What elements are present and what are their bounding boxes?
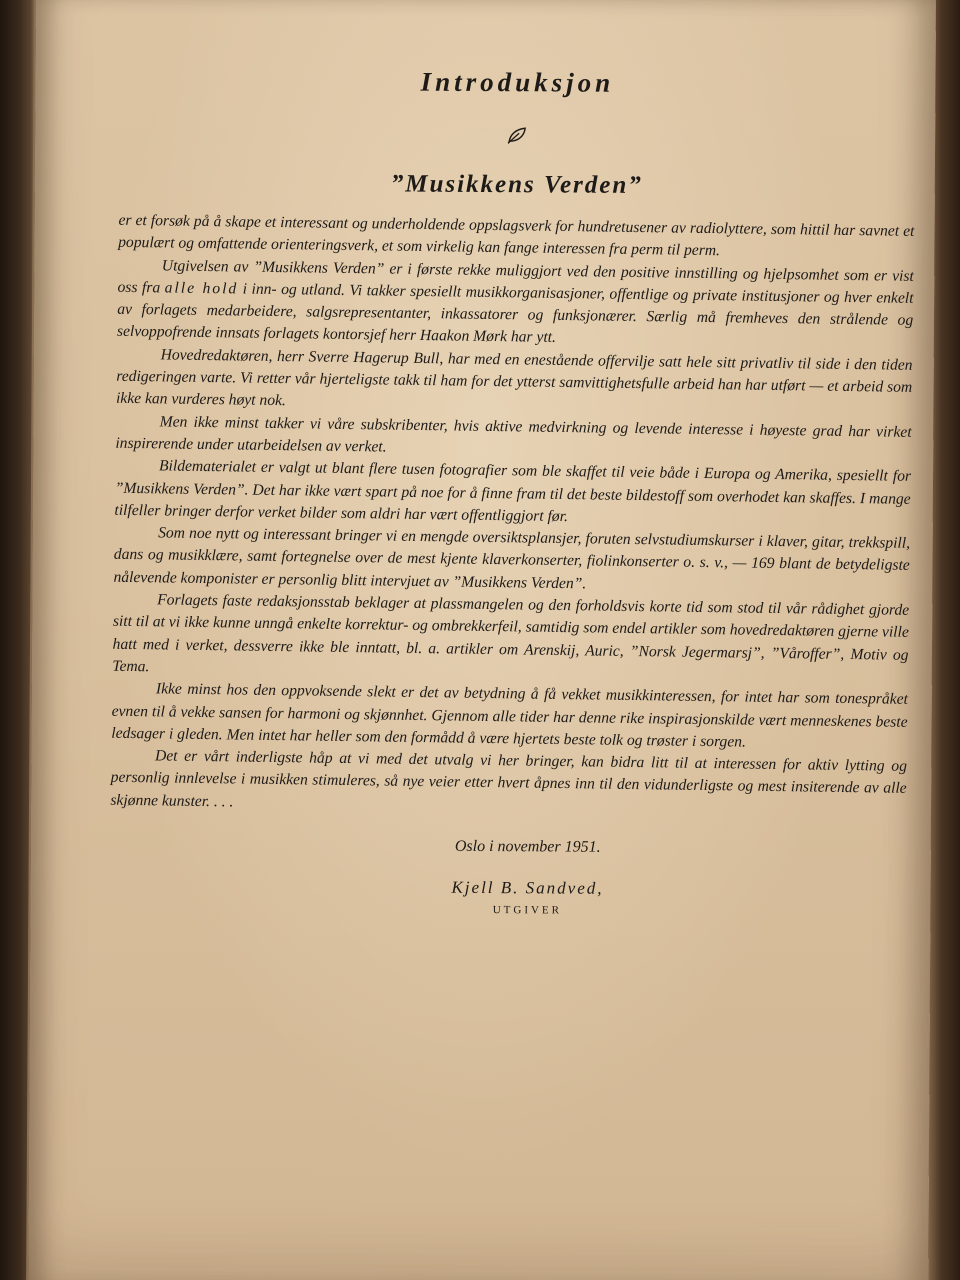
leaf-icon — [507, 126, 527, 144]
paragraph-9: Det er vårt inderligste håp at vi med det utvalg vi her bringer, kan bidra litt til at interessen for aktiv lytting og personlig innlevelse i musikken stimuleres, så nye veier etter hvert åpnes inn til den vidunderligste og mest insiterende av alle skjønne kunster. . . . — [110, 747, 908, 811]
paragraph-3: Hovedredaktøren, herr Sverre Hagerup Bull, har med en enestående offervilje satt hele sitt privatliv til side i den tiden redigeringen varte. Vi retter vår hjerteligste takk til ham for det ytterst samvittighetsfulle arbeid han har utført — et arbeid som ikke kan vurderes høyt nok. — [115, 346, 913, 410]
paragraph-6: Som noe nytt og interessant bringer vi en mengde oversiktsplansjer, foruten selvstudiumskurser i klaver, gitar, trekkspill, dans og musikklære, samt fortegnelse over de mest kjente klaverkonserter, fiolinkonserter o. s. v., — 169 blant de betydeligste nålevende komponister er personlig blitt intervjuet av ”Musikkens Verden”. — [113, 524, 911, 593]
signature-role: UTGIVER — [492, 904, 563, 917]
paragraph-7: Forlagets faste redaksjonsstab beklager at plassmangelen og den forholdsvis korte tid som stod til vår rådighet gjorde sitt til at vi ikke kunne unngå enkelte korrektur- og ombrekkerfeil, samtidig som endel artikler som hovedredaktøren gjerne ville hatt med i verket, dessverre ikke ble inntatt, bl. a. artikler om Arenskij, Auric, ”Norsk Jegermarsj”, ”Våroffer”, Motiv og Tema. — [112, 591, 910, 676]
paragraph-2 — [117, 254, 914, 354]
book-page — [26, 0, 936, 1280]
paragraph-2-end: i inn- og utland. Vi takker spesiellt musikkorganisasjoner, offentlige og private institusjoner og hver enkelt av forlagets medarbeidere, salgsrepresentanter, inkassatorer og funksjonærer. Særlig må fremheves den strålende og selvoppofrende innsats forlagets kontorsjef herr Haakon Mørk har ytt. — [116, 280, 914, 347]
page-content — [110, 58, 915, 919]
paragraph-2-start: Utgivelsen av ”Musikkens Verden” er i første rekke muliggjort ved den positive innstilling og hjelpsomhet som er vist oss fra — [117, 256, 914, 297]
paragraph-5: Bildematerialet er valgt ut blant flere tusen fotografier som ble skaffet til veie både i Europa og Amerika, spesiellt for ”Musikkens Verden”. Det har ikke vært spart på noe for å finne fram til det beste bildestoff som overhodet kan skaffes. I mange tilfeller bringer derfor verket bilder som aldri har vært offentliggjort før. — [114, 457, 912, 525]
paragraph-8: Ikke minst hos den oppvoksende slekt er det av betydning å få vekket musikkinteressen, for intet har som tonespråket evnen til å vekke sansen for harmoni og skjønnhet. Gjennom alle tider har denne rike inspirasjonskilde vært menneskenes beste ledsager i gleden. Men intet har heller som den formådd å være hjertets beste tolk og trøster i sorgen. — [111, 680, 909, 751]
paragraph-1: er et forsøk på å skape et interessant og underholdende oppslagsverk for hundretusener av radiolyttere, som hittil har savnet et populært og omfattende orienteringsverk, et som virkelig kan fange interessen fra perm til perm. — [118, 211, 915, 260]
introduction-text — [110, 210, 914, 823]
paragraph-2-emphasis: alle hold — [164, 279, 239, 298]
subtitle: ”Musikkens Verden” — [390, 170, 643, 199]
place-date: Oslo i november 1951. — [454, 837, 601, 856]
page-title: Introduksjon — [420, 66, 615, 98]
signature-name: Kjell B. Sandved, — [451, 877, 604, 898]
paragraph-4: Men ikke minst takker vi våre subskribenter, hvis aktive medvirkning og levende interesse i høyeste grad har virket inspirerende under utarbeidelsen av verket. — [115, 413, 912, 456]
